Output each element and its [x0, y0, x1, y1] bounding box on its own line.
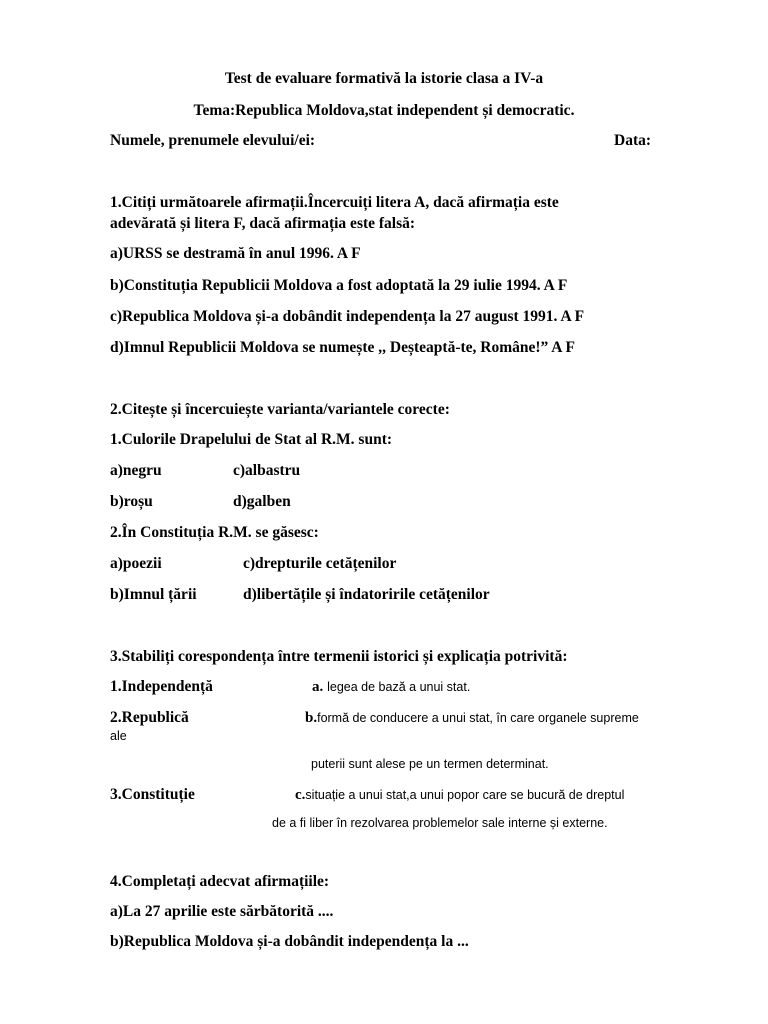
date-label: Data:: [614, 132, 652, 149]
q3-letter-a: a.: [312, 679, 324, 695]
q2-sub2-option-d: d)libertățile și îndatoririle cetățenilor: [243, 586, 490, 603]
q2-sub2-option-c: c)drepturile cetățenilor: [243, 555, 397, 572]
q3-definition-c: [295, 786, 624, 804]
test-theme: Tema:Republica Moldova,stat independent și democratic.: [193, 102, 575, 119]
q2-sub2-option-a: a)poezii: [110, 555, 162, 572]
q1-instruction-line1: 1.Citiți următoarele afirmații.Încercuiți litera A, dacă afirmația este: [110, 194, 559, 211]
q3-definition-b-line2: puterii sunt alese pe un termen determinat.: [311, 757, 549, 771]
q3-definition-c-line2: de a fi liber în rezolvarea problemelor sale interne și externe.: [272, 816, 608, 830]
student-name-label: Numele, prenumele elevului/ei:: [110, 132, 316, 149]
q2-sub1-option-b: b)roșu: [110, 493, 153, 510]
q3-letter-c: c.: [295, 787, 306, 803]
q2-instruction: 2.Citește și încercuiește varianta/variantele corecte:: [110, 401, 450, 418]
q1-statement-b: b)Constituția Republicii Moldova a fost adoptată la 29 iulie 1994. A F: [110, 277, 568, 294]
q3-definition-a-text: legea de bază a unui stat.: [327, 680, 471, 694]
q3-instruction: 3.Stabiliți corespondența între termenii istorici și explicația potrivită:: [110, 648, 568, 665]
q3-definition-b: [305, 709, 639, 727]
q3-letter-b: b.: [305, 710, 318, 726]
q3-definition-c-text: situație a unui stat,a unui popor care se bucură de dreptul: [305, 788, 625, 802]
q2-sub1-option-d: d)galben: [233, 493, 291, 510]
q2-sub2-prompt: 2.În Constituția R.M. se găsesc:: [110, 524, 319, 541]
q2-sub1-option-a: a)negru: [110, 462, 162, 479]
q2-sub1-option-c: c)albastru: [233, 462, 301, 479]
q1-statement-a: a)URSS se destramă în anul 1996. A F: [110, 245, 361, 262]
q4-statement-a: a)La 27 aprilie este sărbătorită ....: [110, 903, 334, 920]
q3-definition-b-ale: ale: [110, 729, 127, 743]
q3-term-2: 2.Republică: [110, 709, 189, 726]
test-title: Test de evaluare formativă la istorie clasa a IV-a: [224, 70, 544, 87]
q3-term-1: 1.Independență: [110, 678, 213, 695]
q1-instruction-line2: adevărată și litera F, dacă afirmația este falsă:: [110, 215, 416, 232]
q2-sub1-prompt: 1.Culorile Drapelului de Stat al R.M. sunt:: [110, 431, 393, 448]
q3-term-3: 3.Constituție: [110, 786, 195, 803]
q2-sub2-option-b: b)Imnul țării: [110, 586, 197, 603]
q3-definition-a: [312, 678, 470, 696]
q1-statement-c: c)Republica Moldova și-a dobândit independența la 27 august 1991. A F: [110, 308, 585, 325]
q1-statement-d: d)Imnul Republicii Moldova se numește ,, Deșteaptă-te, Române!” A F: [110, 339, 575, 356]
q3-definition-b-text: formă de conducere a unui stat, în care organele supreme: [317, 711, 639, 725]
q4-statement-b: b)Republica Moldova și-a dobândit independența la ...: [110, 933, 469, 950]
q4-instruction: 4.Completați adecvat afirmațiile:: [110, 873, 330, 890]
